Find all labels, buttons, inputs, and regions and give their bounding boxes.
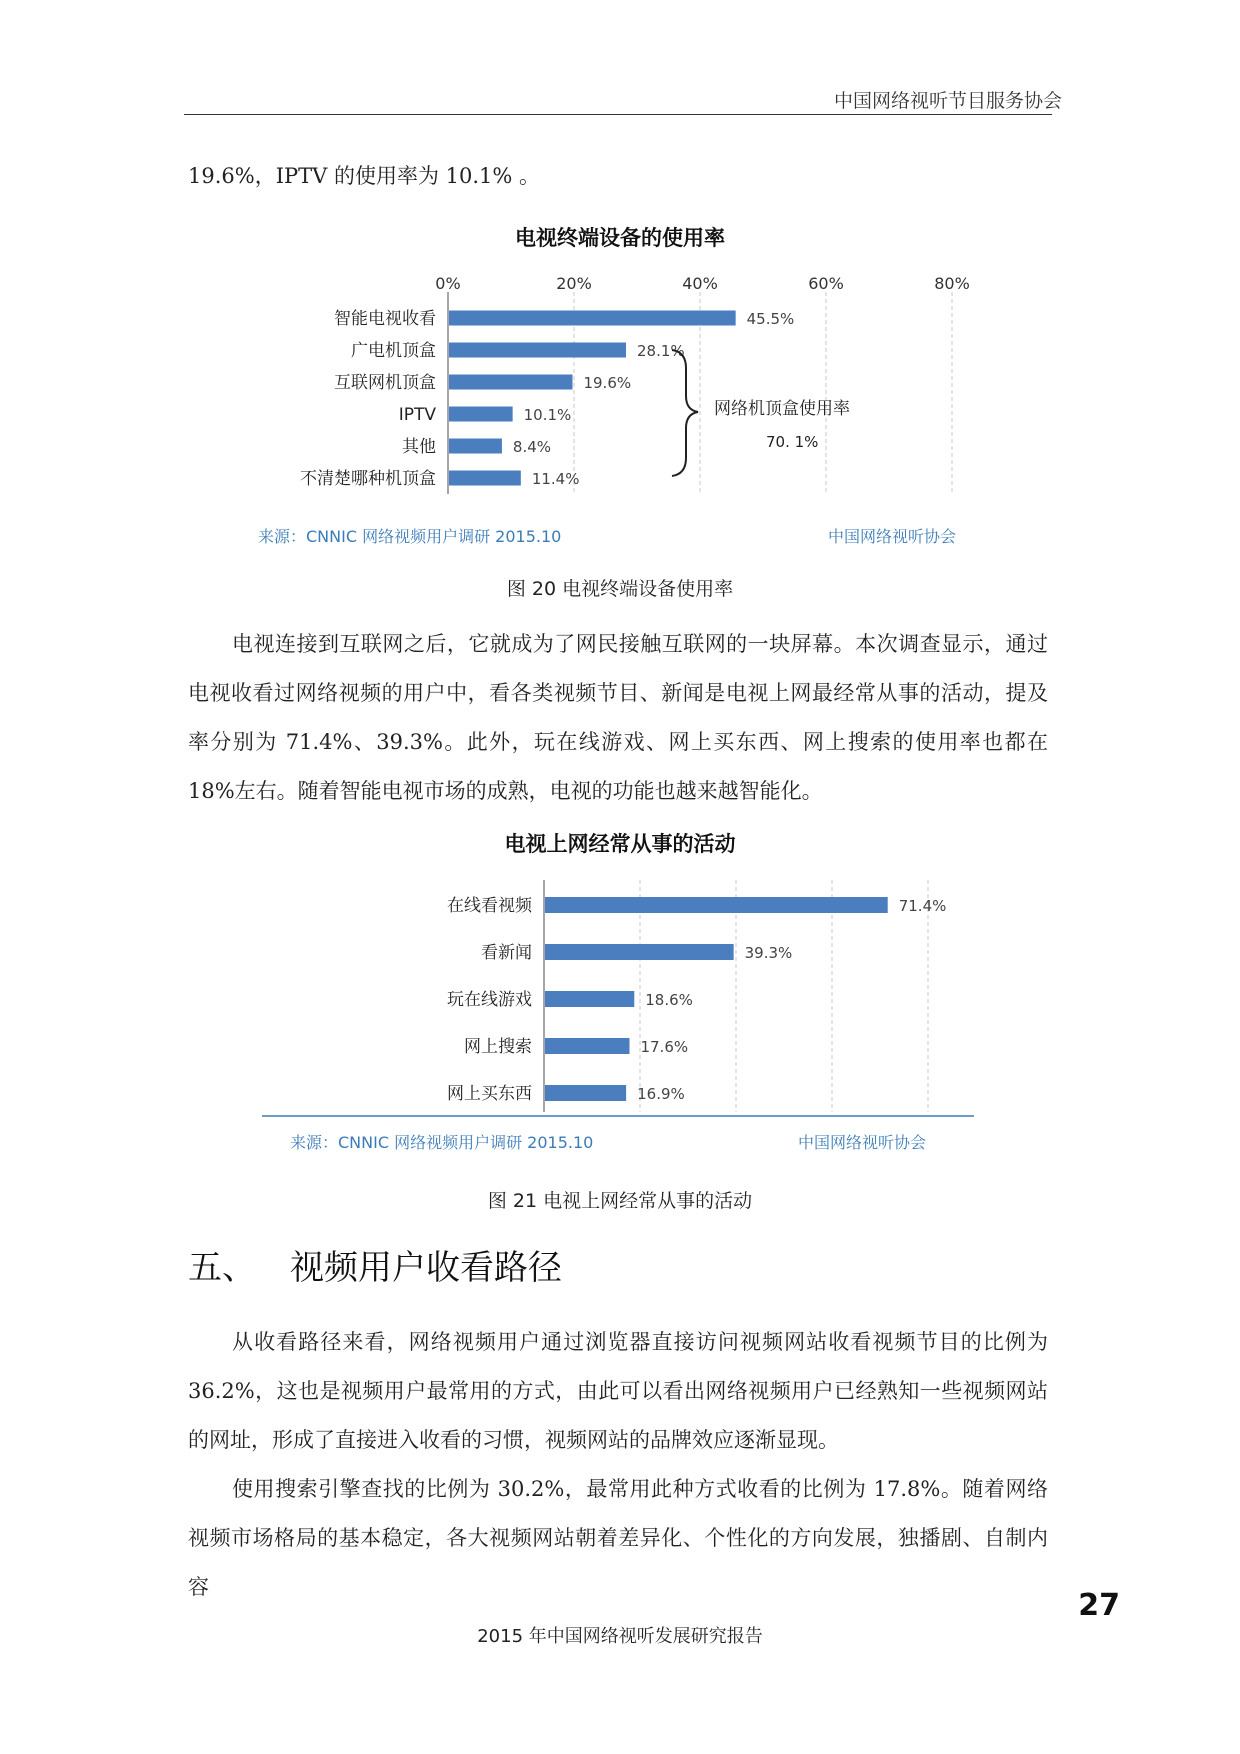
bar <box>449 407 513 422</box>
bar <box>449 343 626 358</box>
value-label: 17.6% <box>640 1038 689 1056</box>
paragraph-2-text: 从收看路径来看，网络视频用户通过浏览器直接访问视频网站收看视频节目的比例为 36.2%，这也是视频用户最常用的方式，由此可以看出网络视频用户已经熟知一些视频网站的网址，形成了直接进入收看的习惯，视频网站的品牌效应逐渐显现。 <box>188 1330 1048 1452</box>
bar <box>545 1038 629 1054</box>
bar <box>449 375 572 390</box>
value-label: 8.4% <box>512 438 552 456</box>
value-label: 19.6% <box>583 374 632 392</box>
value-label: 11.4% <box>531 470 580 488</box>
annotation-label: 网络机顶盒使用率 <box>714 399 850 419</box>
value-label: 39.3% <box>744 944 793 962</box>
chart1-source-org: 中国网络视听协会 <box>828 527 957 546</box>
paragraph-2 <box>188 1318 1048 1612</box>
category-label: 网上买东西 <box>447 1084 532 1104</box>
bar <box>545 991 634 1007</box>
header-org-name: 中国网络视听节目服务协会 <box>833 90 1062 112</box>
footer-title: 2015 年中国网络视听发展研究报告 <box>477 1626 763 1647</box>
value-label: 18.6% <box>645 991 693 1009</box>
category-label: 其他 <box>402 437 436 457</box>
value-label: 71.4% <box>898 897 947 915</box>
category-label: 互联网机顶盒 <box>334 373 436 393</box>
tick-label: 20% <box>556 274 592 293</box>
bar <box>545 944 734 960</box>
tick-label: 60% <box>808 274 844 293</box>
bar <box>545 897 888 913</box>
section-title: 视频用户收看路径 <box>290 1248 562 1288</box>
paragraph-1 <box>188 620 1048 816</box>
bar <box>545 1085 626 1101</box>
category-label: 不清楚哪种机顶盒 <box>300 469 436 489</box>
category-label: 在线看视频 <box>447 896 532 916</box>
tick-label: 0% <box>435 274 461 293</box>
chart2-plot <box>0 870 1240 1120</box>
chart2-source-org: 中国网络视听协会 <box>798 1133 927 1152</box>
chart2-caption: 图 21 电视上网经常从事的活动 <box>487 1190 753 1212</box>
header-rule <box>184 114 1052 115</box>
chart2-title: 电视上网经常从事的活动 <box>504 832 736 856</box>
bar <box>449 471 521 486</box>
value-label: 45.5% <box>746 310 795 328</box>
bar <box>449 439 502 454</box>
intro-line: 19.6%，IPTV 的使用率为 10.1% 。 <box>188 164 541 188</box>
annotation-value: 70. 1% <box>766 433 819 451</box>
section-heading <box>188 1240 562 1289</box>
value-label: 16.9% <box>637 1085 685 1103</box>
category-label: 广电机顶盒 <box>351 341 436 361</box>
category-label: IPTV <box>398 405 436 425</box>
bar <box>449 311 736 326</box>
chart1-title: 电视终端设备的使用率 <box>515 226 725 250</box>
value-label: 10.1% <box>523 406 572 424</box>
chart1-plot <box>0 262 1240 512</box>
category-label: 智能电视收看 <box>334 309 436 329</box>
chart1-source: 来源：CNNIC 网络视频用户调研 2015.10 <box>258 527 562 546</box>
value-label: 28.1% <box>637 342 685 360</box>
tick-label: 80% <box>934 274 970 293</box>
section-number: 五、 <box>188 1248 256 1288</box>
category-label: 网上搜索 <box>464 1037 532 1057</box>
chart2-source: 来源：CNNIC 网络视频用户调研 2015.10 <box>290 1133 594 1152</box>
chart1-caption: 图 20 电视终端设备使用率 <box>506 578 734 600</box>
annotation-brace <box>672 350 698 476</box>
page-number: 27 <box>1078 1588 1120 1623</box>
category-label: 玩在线游戏 <box>447 990 532 1010</box>
tick-label: 40% <box>682 274 718 293</box>
paragraph-1-text: 电视连接到互联网之后，它就成为了网民接触互联网的一块屏幕。本次调查显示，通过电视收看过网络视频的用户中，看各类视频节目、新闻是电视上网最经常从事的活动，提及率分别为 71.4%、39.3%。此外，玩在线游戏、网上买东西、网上搜索的使用率也都在 18%左右。随着智能电视市场的成熟，电视的功能也越来越智能化。 <box>188 632 1048 803</box>
category-label: 看新闻 <box>481 943 532 963</box>
paragraph-3-text: 使用搜索引擎查找的比例为 30.2%，最常用此种方式收看的比例为 17.8%。随着网络视频市场格局的基本稳定，各大视频网站朝着差异化、个性化的方向发展，独播剧、自制内容 <box>188 1477 1048 1599</box>
